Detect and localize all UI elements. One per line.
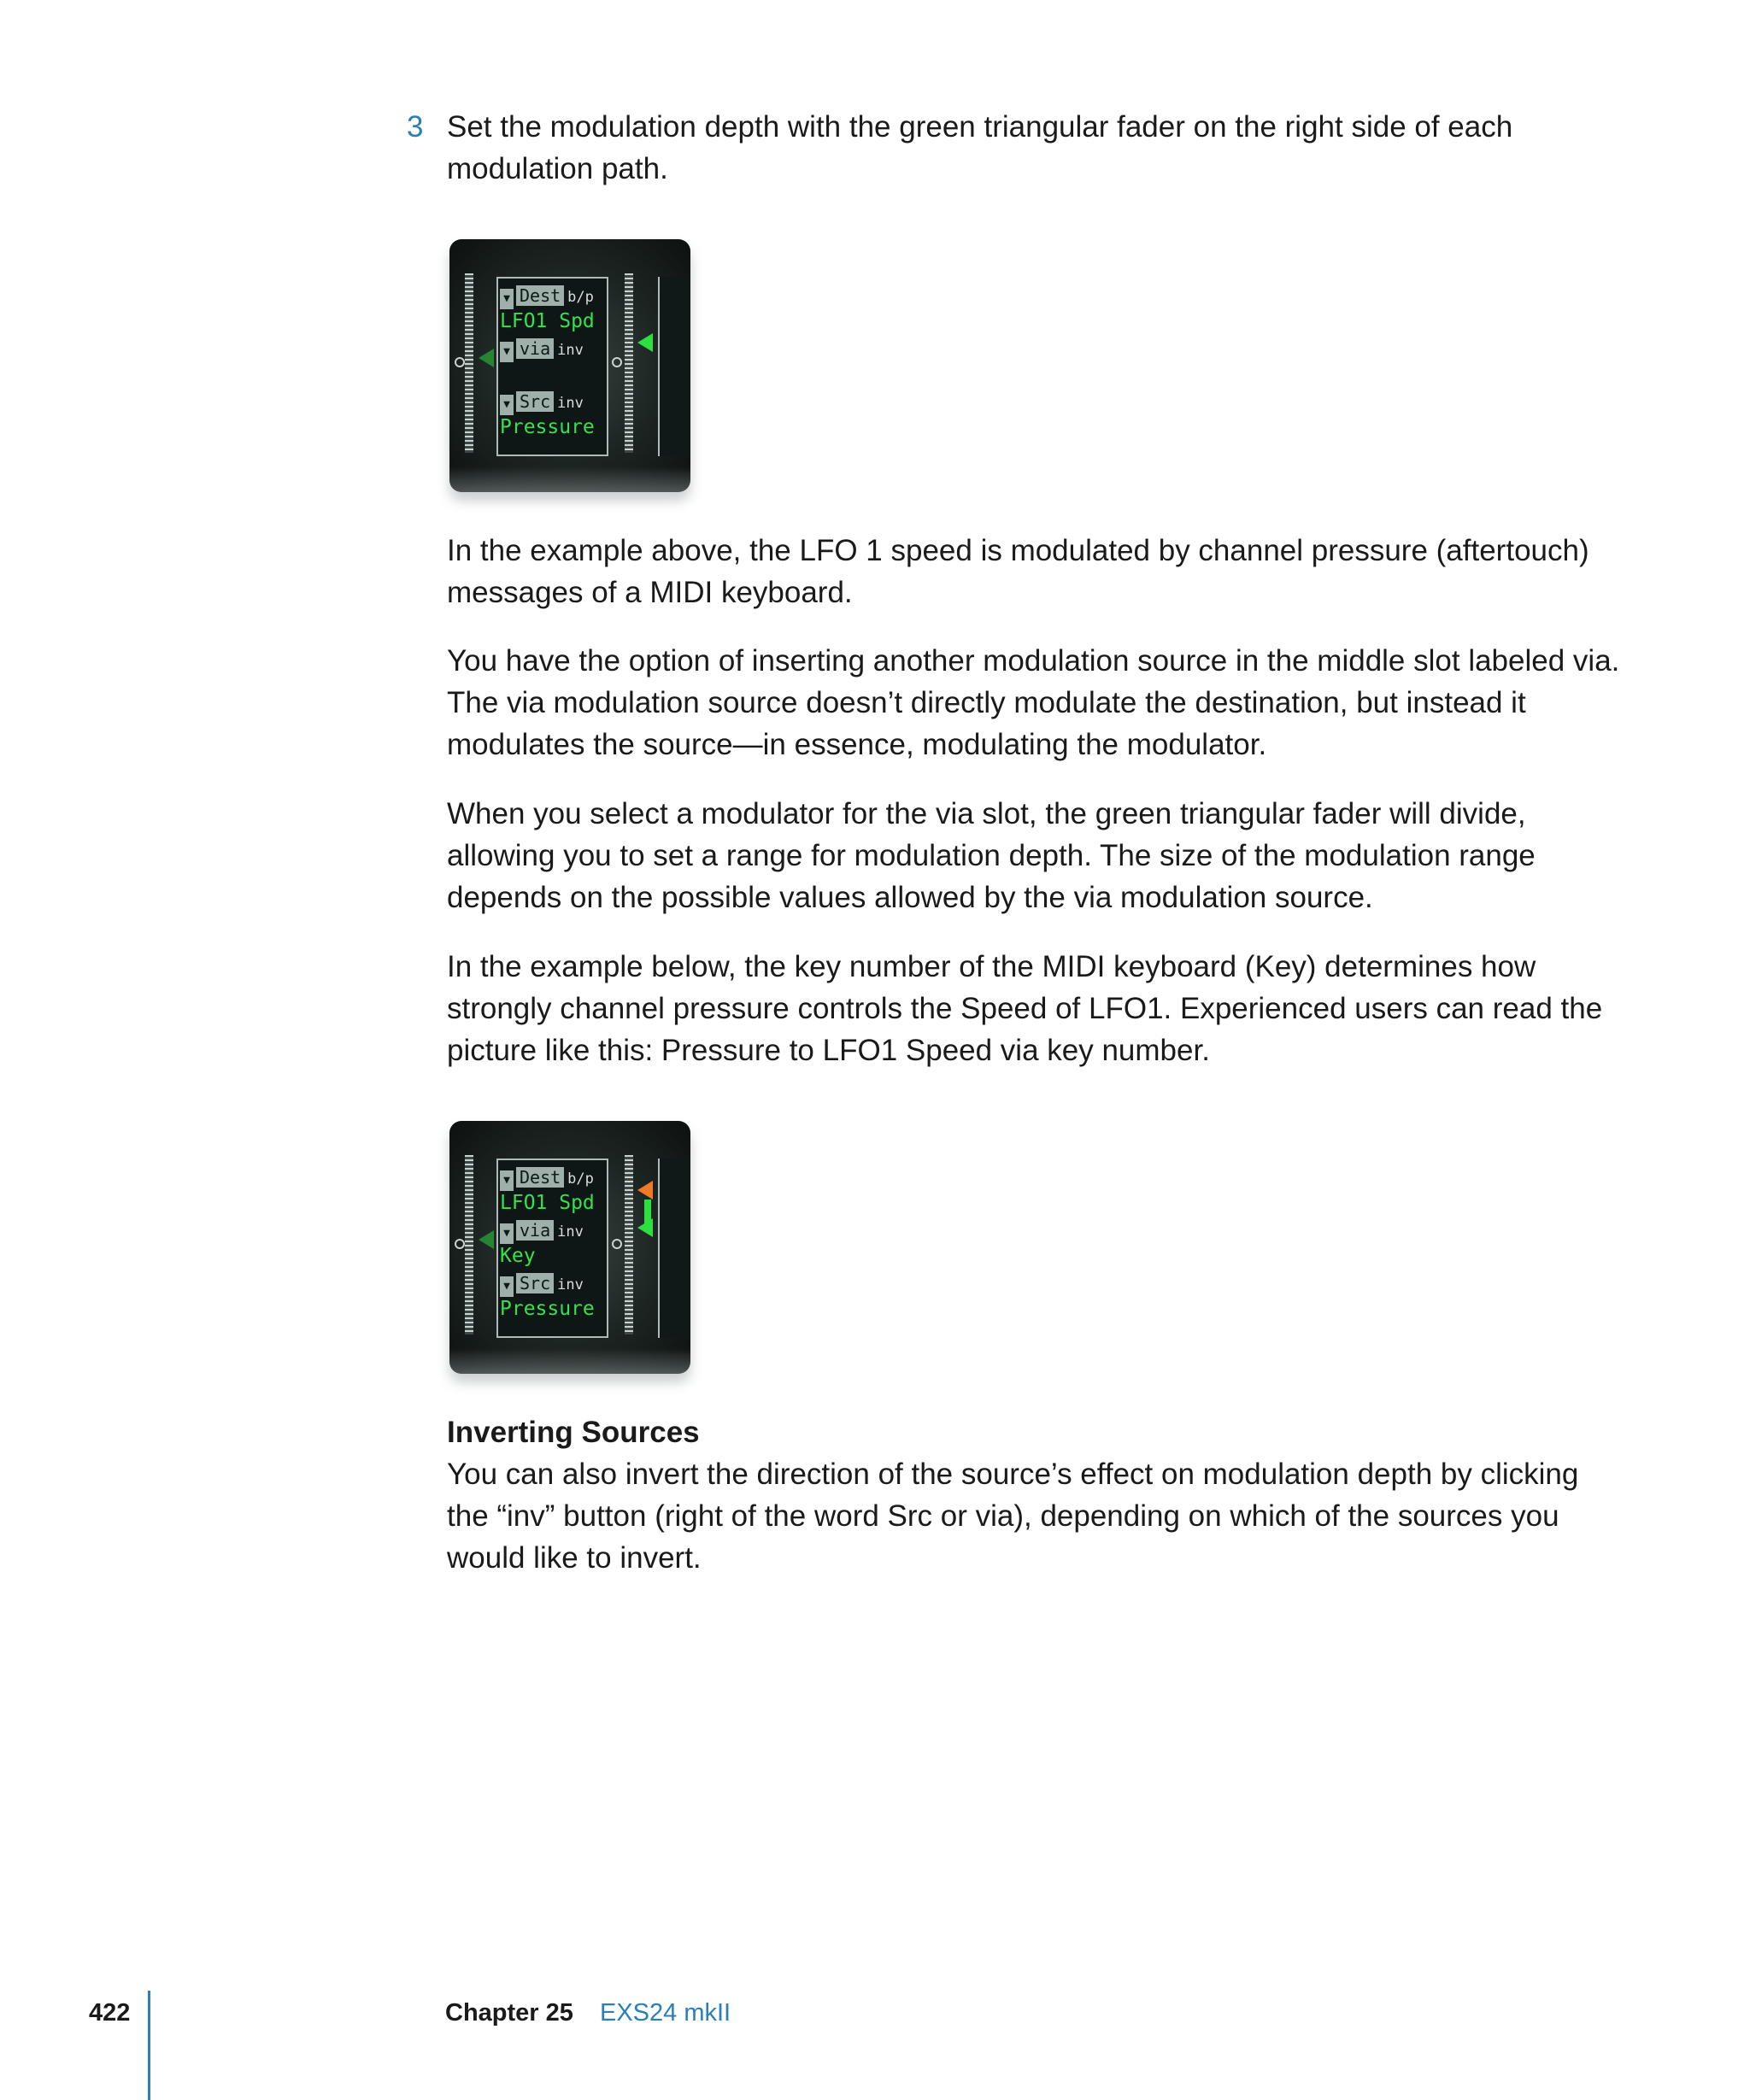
step-text: Set the modulation depth with the green triangular fader on the right side of each modulation path. [447, 110, 1513, 185]
paragraph-3: When you select a modulator for the via slot, the green triangular fader will divide, allowing you to set a range for modulation depth. The size of the modulation range depends on the possible values allowed by the via modulation source. [447, 797, 1536, 914]
dest-row[interactable] [500, 1167, 607, 1188]
step-number: 3 [407, 110, 424, 144]
footer-divider [148, 1991, 150, 2100]
section-heading: Inverting Sources [447, 1416, 700, 1449]
footer-chapter: Chapter 25 [445, 1999, 573, 2027]
dropdown-arrow-icon[interactable]: ▼ [500, 289, 514, 309]
via-value: Key [500, 1245, 536, 1267]
src-inv-button[interactable]: inv [557, 395, 584, 412]
via-inv-button[interactable]: inv [557, 1223, 584, 1241]
src-inv-button[interactable]: inv [557, 1276, 584, 1293]
bp-button[interactable]: b/p [567, 289, 594, 306]
via-label[interactable]: via [516, 1220, 554, 1241]
dropdown-arrow-icon[interactable]: ▼ [500, 1223, 514, 1244]
src-value-row [500, 417, 607, 437]
paragraph-2: You have the option of inserting another modulation source in the middle slot labeled via. The via modulation source doesn’t directly modulate the destination, but instead it modulates the source—in essence, modulating the modulator. [447, 644, 1620, 761]
via-inv-button[interactable]: inv [557, 342, 584, 359]
panel-bottom-shade [449, 466, 690, 492]
src-value: Pressure [500, 1298, 595, 1320]
dropdown-arrow-icon[interactable]: ▼ [500, 1276, 514, 1297]
adjacent-mod-path [658, 277, 690, 456]
via-value-row [500, 1246, 607, 1266]
depth-fader-triangle-icon[interactable] [637, 333, 653, 352]
src-label[interactable]: Src [516, 1273, 554, 1293]
dest-value: LFO1 Spd [500, 310, 595, 332]
knob-icon [455, 1239, 465, 1249]
right-depth-rail [625, 1155, 633, 1334]
left-depth-rail [465, 1155, 473, 1334]
fader-triangle-icon [479, 349, 494, 367]
mod-path-box [496, 1159, 608, 1338]
src-value: Pressure [500, 416, 595, 438]
mod-path-box [496, 277, 608, 456]
adjacent-mod-path [658, 1159, 690, 1338]
src-row[interactable] [500, 1273, 607, 1293]
fader-triangle-icon [479, 1230, 494, 1249]
dropdown-arrow-icon[interactable]: ▼ [500, 342, 514, 362]
src-label[interactable]: Src [516, 391, 554, 412]
left-depth-rail [465, 273, 473, 453]
knob-icon [612, 357, 622, 367]
dest-label[interactable]: Dest [516, 1167, 564, 1188]
dropdown-arrow-icon[interactable]: ▼ [500, 1170, 514, 1191]
via-value-row [500, 364, 607, 384]
src-row[interactable] [500, 391, 607, 412]
dest-label[interactable]: Dest [516, 285, 564, 306]
footer-title: EXS24 mkII [600, 1999, 731, 2027]
depth-fader-triangle-icon[interactable] [637, 1218, 653, 1237]
via-row[interactable] [500, 338, 607, 359]
dest-value: LFO1 Spd [500, 1192, 595, 1214]
dropdown-arrow-icon[interactable]: ▼ [500, 395, 514, 415]
section-body: You can also invert the direction of the source’s effect on modulation depth by clicking the “inv” button (right of the word Src or via), depending on which of the sources you would like to invert. [447, 1458, 1579, 1575]
via-label[interactable]: via [516, 338, 554, 359]
mod-matrix-panel-2 [449, 1121, 690, 1374]
knob-icon [612, 1239, 622, 1249]
via-range-fader-icon[interactable] [637, 1181, 653, 1200]
dest-value-row [500, 311, 607, 331]
via-row[interactable] [500, 1220, 607, 1241]
dest-row[interactable] [500, 285, 607, 306]
panel-bottom-shade [449, 1348, 690, 1374]
page-number: 422 [89, 1999, 131, 2027]
paragraph-4: In the example below, the key number of the MIDI keyboard (Key) determines how strongly channel pressure controls the Speed of LFO1. Experienced users can read the picture like this: Pressure to LFO1 Speed via key number. [447, 950, 1603, 1067]
mod-matrix-panel-1 [449, 239, 690, 492]
paragraph-1: In the example above, the LFO 1 speed is modulated by channel pressure (aftertouch) messages of a MIDI keyboard. [447, 534, 1589, 609]
knob-icon [455, 357, 465, 367]
bp-button[interactable]: b/p [567, 1170, 594, 1188]
src-value-row [500, 1299, 607, 1319]
dest-value-row [500, 1193, 607, 1213]
right-depth-rail [625, 273, 633, 453]
